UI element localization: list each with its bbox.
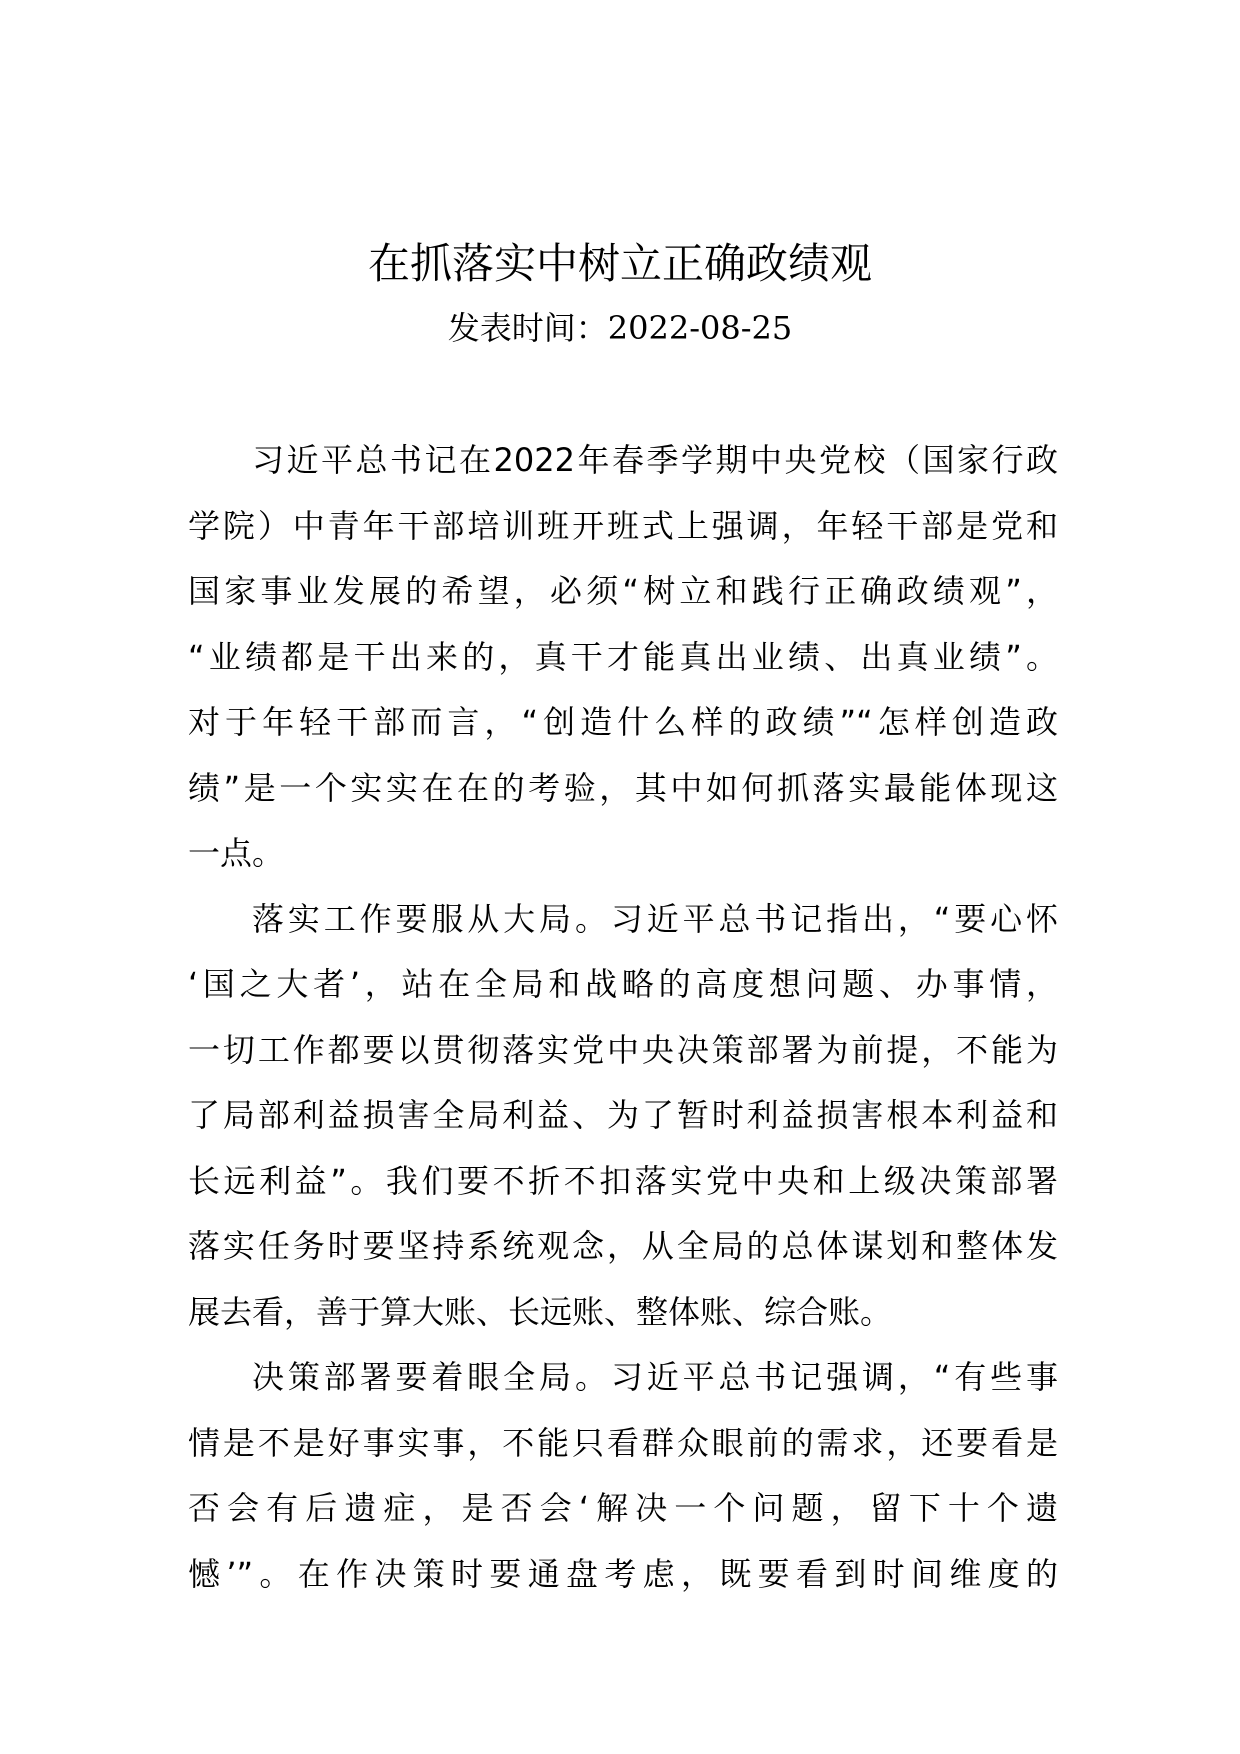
- text-line: 落实任务时要坚持系统观念，从全局的总体谋划和整体发: [188, 1227, 1058, 1265]
- text-line: 情是不是好事实事，不能只看群众眼前的需求，还要看是: [188, 1423, 1058, 1462]
- publish-date-label: 发表时间：: [447, 309, 608, 347]
- publish-date-value: 2022-08-25: [607, 309, 793, 347]
- publish-date: [0, 306, 1240, 350]
- document-title: 在抓落实中树立正确政绩观: [367, 239, 872, 288]
- text-line: 一切工作都要以贯彻落实党中央决策部署为前提，不能为: [188, 1030, 1058, 1069]
- text-line: 决策部署要着眼全局。习近平总书记强调，“有些事: [252, 1358, 1058, 1396]
- text-line: “业绩都是干出来的，真干才能真出业绩、出真业绩”。: [188, 637, 1058, 676]
- text-line: 一点。: [188, 834, 285, 872]
- text-line: 憾’”。在作决策时要通盘考虑，既要看到时间维度的: [188, 1554, 1058, 1593]
- text-line: 展去看，善于算大账、长远账、整体账、综合账。: [188, 1292, 893, 1331]
- text-line: 习近平总书记在2022年春季学期中央党校（国家行政: [252, 441, 1058, 479]
- text-line: 对于年轻干部而言，“创造什么样的政绩”“怎样创造政: [188, 703, 1058, 741]
- article-body: [188, 428, 1058, 1607]
- text-line: ‘国之大者’，站在全局和战略的高度想问题、办事情，: [188, 965, 1058, 1003]
- text-line: 绩”是一个实实在在的考验，其中如何抓落实最能体现这: [188, 768, 1058, 807]
- text-line: 了局部利益损害全局利益、为了暂时利益损害根本利益和: [188, 1096, 1058, 1134]
- text-line: 国家事业发展的希望，必须“树立和践行正确政绩观”，: [188, 572, 1058, 610]
- text-line: 长远利益”。我们要不折不扣落实党中央和上级决策部署: [188, 1161, 1058, 1200]
- text-line: 落实工作要服从大局。习近平总书记指出，“要心怀: [252, 899, 1058, 938]
- text-line: 否会有后遗症，是否会‘解决一个问题，留下十个遗: [188, 1489, 1058, 1527]
- text-line: 学院）中青年干部培训班开班式上强调，年轻干部是党和: [188, 506, 1058, 545]
